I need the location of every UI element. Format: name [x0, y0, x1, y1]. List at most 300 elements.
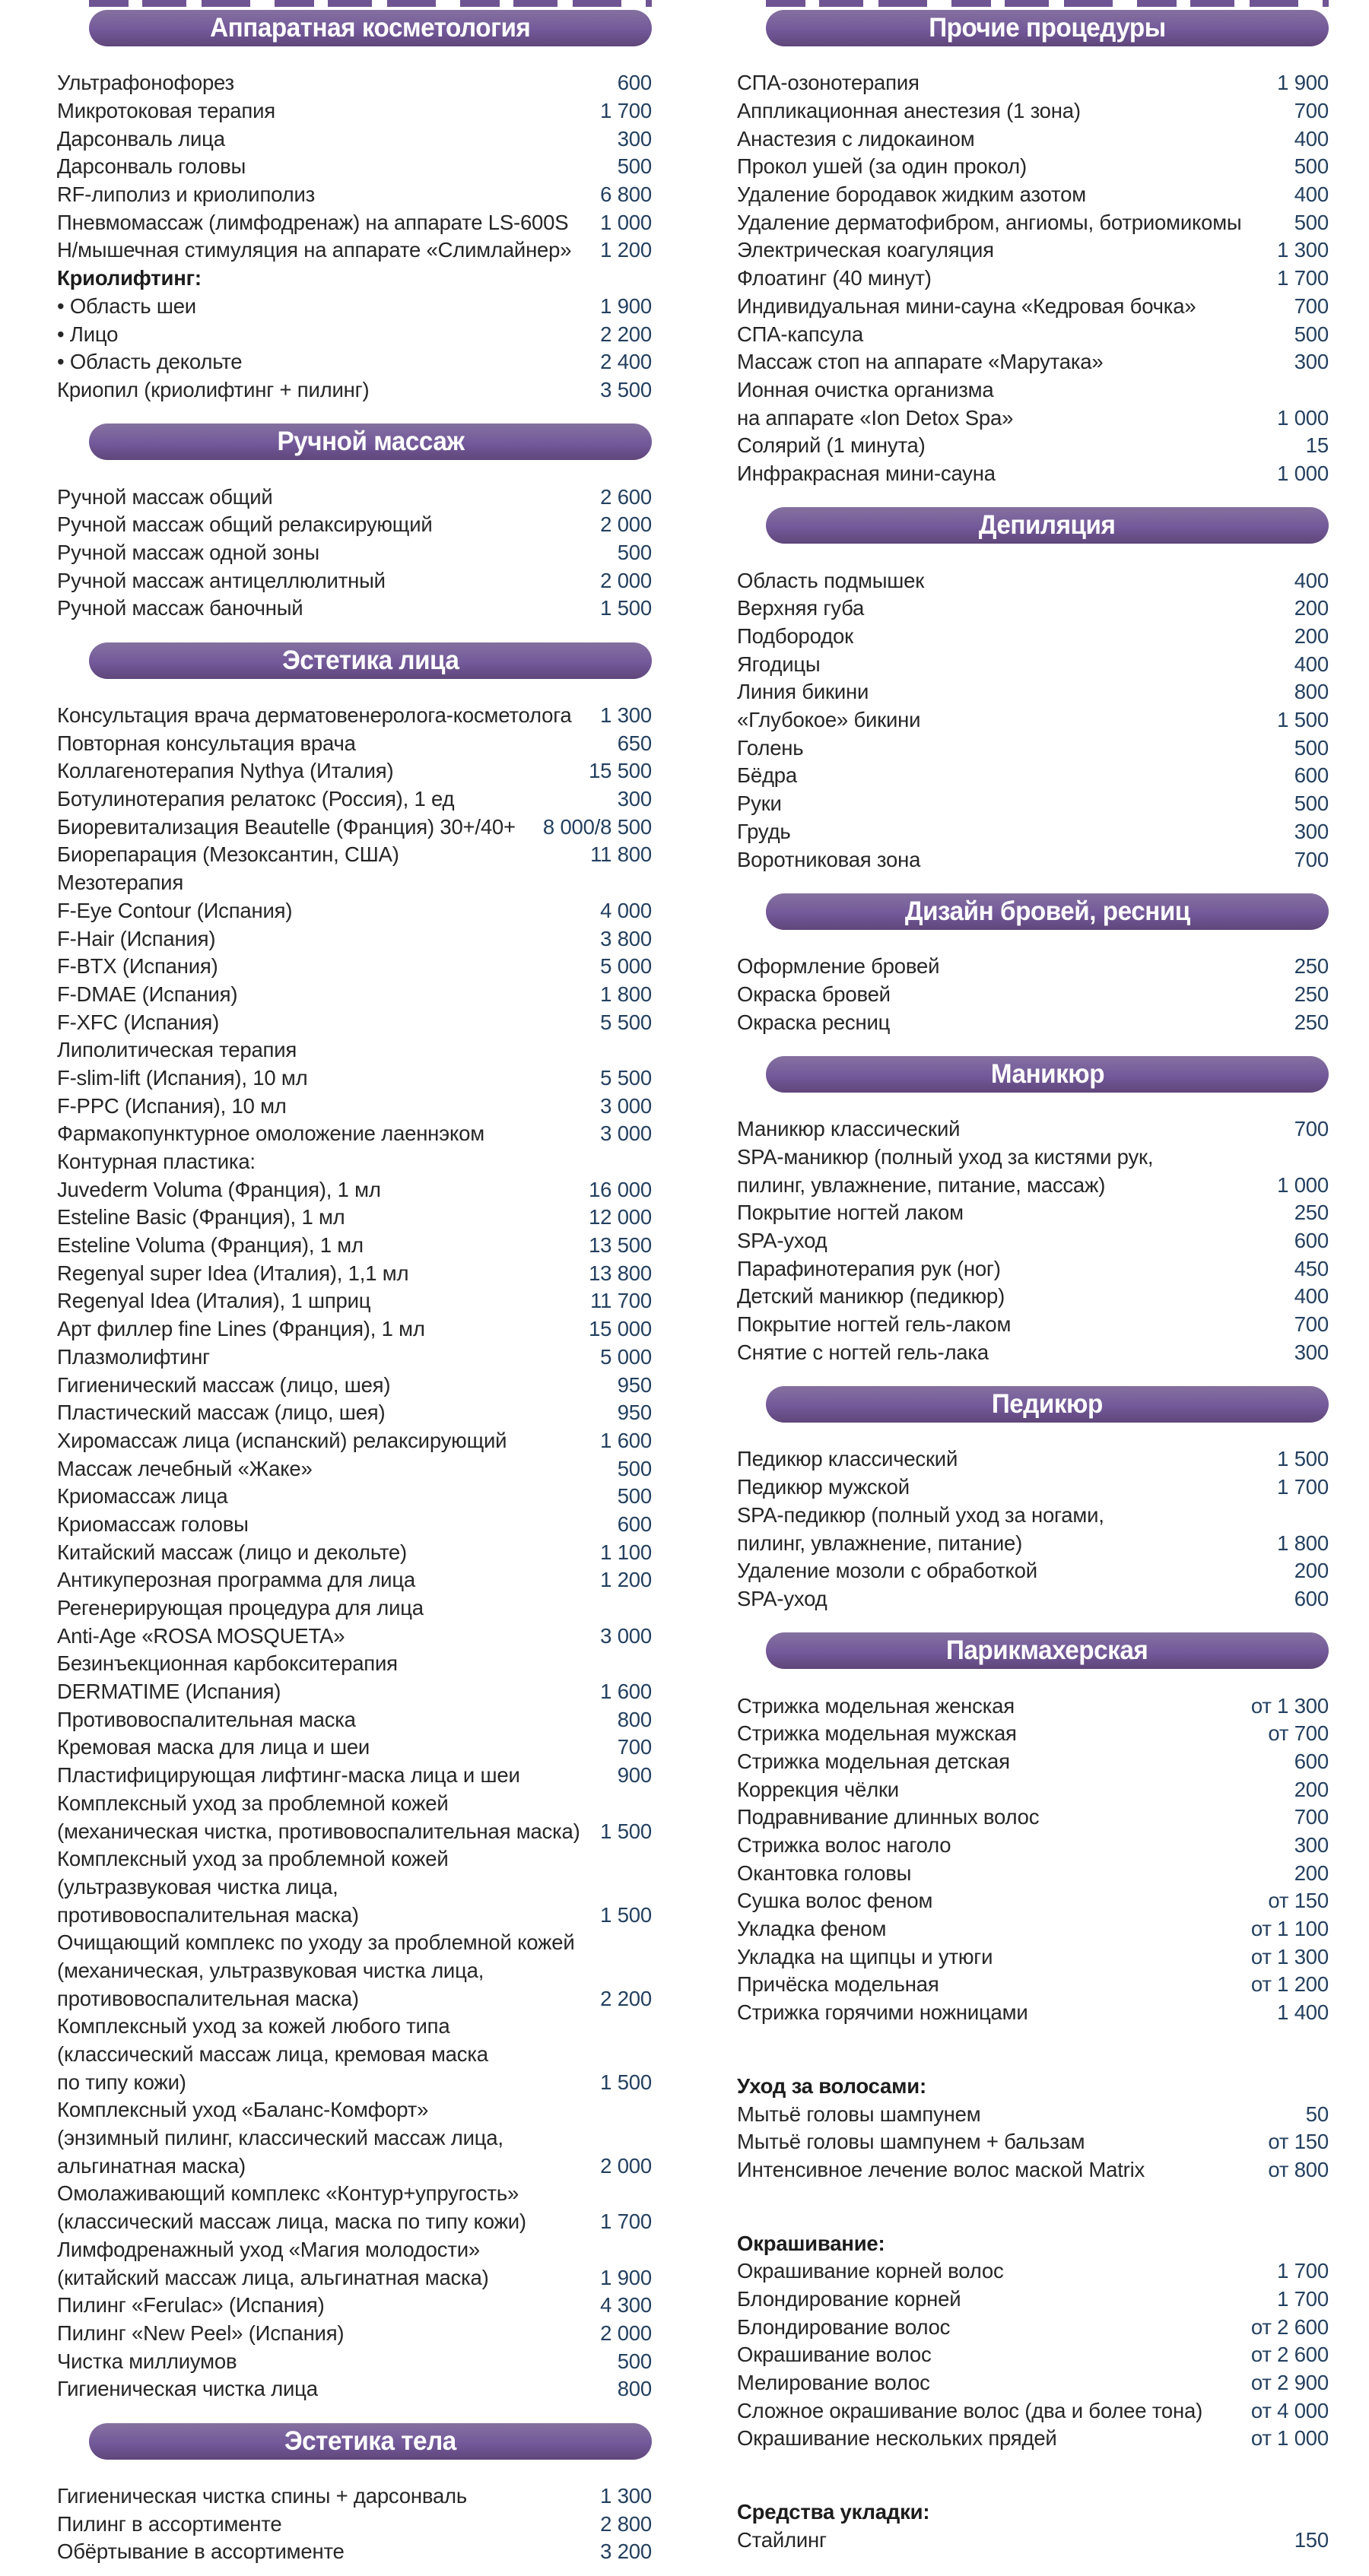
- service-price: 1 900: [600, 293, 652, 318]
- service-price: 200: [1294, 1861, 1329, 1885]
- price-row: [737, 650, 1329, 678]
- service-price: от 700: [1268, 1721, 1329, 1746]
- service-name: Парафинотерапия рук (ног): [737, 1256, 1001, 1280]
- service-price: 700: [1294, 293, 1329, 318]
- service-name: Верхняя губа: [737, 596, 865, 620]
- service-price: 600: [1294, 1229, 1329, 1253]
- service-name: F-BTX (Испания): [57, 954, 218, 979]
- section-title: Эстетика лица: [281, 645, 459, 675]
- price-section: [57, 424, 652, 622]
- service-name: (классический массаж лица, кремовая маска: [57, 2042, 488, 2067]
- service-name: Анастезия с лидокаином: [737, 126, 975, 151]
- service-name: Коррекция чёлки: [737, 1777, 899, 1801]
- service-price: 1 500: [600, 2070, 652, 2094]
- service-name: (механическая, ультразвуковая чистка лица,: [57, 1958, 484, 1982]
- price-row: [57, 1427, 652, 1455]
- service-name: Ультрафонофорез: [57, 71, 234, 95]
- price-row: [737, 2341, 1329, 2369]
- service-name: Стрижка горячими ножницами: [737, 2000, 1028, 2025]
- service-price: 1 700: [1277, 266, 1329, 290]
- service-name: Прокол ушей (за один прокол): [737, 154, 1027, 179]
- service-name: F-Hair (Испания): [57, 926, 216, 950]
- service-price: 200: [1294, 1777, 1329, 1801]
- section-title: Педикюр: [992, 1389, 1103, 1420]
- service-price: 950: [617, 1401, 652, 1425]
- service-name: (классический массаж лица, маска по типу кожи): [57, 2210, 526, 2234]
- service-price: 3 000: [600, 1121, 652, 1146]
- service-name: противовоспалительная маска): [57, 1902, 359, 1927]
- service-name: Ручной массаж баночный: [57, 596, 303, 620]
- service-name: Лимфодренажный уход «Магия молодости»: [57, 2237, 480, 2261]
- service-name: Комплексный уход за проблемной кожей: [57, 1791, 449, 1815]
- price-row: [57, 2208, 652, 2236]
- service-price: 13 500: [589, 1233, 652, 1258]
- service-price: 500: [617, 2349, 652, 2373]
- service-price: 600: [1294, 1586, 1329, 1610]
- section-rows: [737, 69, 1329, 487]
- service-price: от 1 000: [1250, 2426, 1329, 2451]
- service-name: по типу кожи): [57, 2070, 186, 2094]
- price-row: [57, 1092, 652, 1120]
- price-row: [737, 1474, 1329, 1502]
- price-row: [57, 2236, 652, 2264]
- service-price: 300: [1294, 819, 1329, 843]
- service-price: 1 700: [1277, 1475, 1329, 1499]
- service-price: 600: [1294, 763, 1329, 788]
- service-price: от 150: [1268, 2130, 1329, 2154]
- service-price: от 150: [1268, 1889, 1329, 1913]
- section-title: Эстетика тела: [284, 2425, 456, 2456]
- price-row: [57, 1036, 652, 1064]
- service-price: 700: [1294, 99, 1329, 123]
- service-price: 300: [617, 126, 652, 151]
- service-price: 3 000: [600, 1623, 652, 1648]
- section-header: [89, 2423, 652, 2460]
- service-name: Электрическая коагуляция: [737, 238, 994, 262]
- price-row: [57, 2482, 652, 2511]
- cropped-header-remnant: [766, 0, 1329, 7]
- price-row: [737, 432, 1329, 460]
- price-row: [737, 1338, 1329, 1366]
- service-name: Индивидуальная мини-сауна «Кедровая бочка»: [737, 293, 1196, 318]
- price-row: [57, 208, 652, 236]
- price-section: [737, 1632, 1329, 2554]
- service-name: Дарсонваль лица: [57, 126, 225, 151]
- service-name: Снятие с ногтей гель-лака: [737, 1340, 989, 1364]
- service-name: (механическая чистка, противовоспалительная маска): [57, 1819, 580, 1843]
- price-section: [737, 10, 1329, 487]
- service-price: 16 000: [589, 1177, 652, 1201]
- service-name: F-PPC (Испания), 10 мл: [57, 1093, 287, 1118]
- price-row: [737, 2526, 1329, 2554]
- service-name: Маникюр классический: [737, 1117, 961, 1141]
- service-name: Стайлинг: [737, 2527, 827, 2552]
- price-row: [57, 1315, 652, 1344]
- section-title: Прочие процедуры: [929, 13, 1166, 43]
- service-name: Пневмомассаж (лимфодренаж) на аппарате LS-600S: [57, 210, 569, 234]
- price-row: [737, 1008, 1329, 1036]
- service-price: 1 900: [1277, 71, 1329, 95]
- service-price: 400: [1294, 126, 1329, 151]
- service-price: 2 000: [600, 2321, 652, 2345]
- price-row: [737, 2229, 1329, 2257]
- service-price: 5 500: [600, 1010, 652, 1034]
- service-price: 1 500: [600, 1819, 652, 1843]
- price-row: [737, 623, 1329, 651]
- price-row: [57, 702, 652, 730]
- service-name: Микротоковая терапия: [57, 99, 275, 123]
- service-name: противовоспалительная маска): [57, 1986, 359, 2010]
- service-price: от 1 100: [1250, 1917, 1329, 1941]
- service-name: Область подмышек: [737, 568, 925, 592]
- service-name: Плазмолифтинг: [57, 1344, 211, 1369]
- service-price: от 1 300: [1250, 1944, 1329, 1968]
- price-row: [57, 1817, 652, 1845]
- price-row: [57, 1622, 652, 1650]
- service-price: 4 000: [600, 898, 652, 922]
- price-row: [57, 2041, 652, 2069]
- service-price: 300: [1294, 350, 1329, 374]
- price-row: [737, 97, 1329, 125]
- service-name: Блондирование корней: [737, 2286, 961, 2311]
- service-name: Подравнивание длинных волос: [737, 1805, 1040, 1829]
- service-name: Anti-Age «ROSA MOSQUETA»: [57, 1623, 345, 1648]
- section-rows: [57, 69, 652, 404]
- price-row: [57, 2152, 652, 2180]
- service-price: 1 700: [1277, 2286, 1329, 2311]
- service-name: Стрижка волос наголо: [737, 1833, 951, 1857]
- service-price: 1 800: [600, 982, 652, 1006]
- service-name: Грудь: [737, 819, 791, 843]
- price-row: [57, 1399, 652, 1427]
- service-price: от 1 200: [1250, 1972, 1329, 1997]
- price-row: [737, 566, 1329, 595]
- price-row: [737, 1775, 1329, 1804]
- price-row: [737, 2257, 1329, 2286]
- price-row: [737, 1199, 1329, 1227]
- service-price: 450: [1294, 1256, 1329, 1280]
- price-row: [737, 818, 1329, 846]
- service-price: от 800: [1268, 2157, 1329, 2181]
- service-price: 2 200: [600, 322, 652, 346]
- price-row: [737, 2397, 1329, 2425]
- service-name: Фармакопунктурное омоложение лаеннэком: [57, 1121, 484, 1146]
- price-row: [57, 153, 652, 181]
- service-price: 2 400: [600, 350, 652, 374]
- price-row: [57, 1790, 652, 1818]
- price-row: [57, 925, 652, 953]
- price-row: [57, 511, 652, 539]
- service-price: 5 000: [600, 954, 652, 979]
- price-row: [57, 1538, 652, 1566]
- price-row: [57, 1594, 652, 1623]
- price-row: [737, 1832, 1329, 1860]
- price-row: [57, 236, 652, 265]
- price-row: [737, 2100, 1329, 2128]
- service-name: Гигиеническая чистка лица: [57, 2377, 318, 2401]
- price-row: [57, 785, 652, 814]
- service-price: 250: [1294, 954, 1329, 979]
- service-name: Гигиеническая чистка спины + дарсонваль: [57, 2483, 468, 2508]
- service-name: Оформление бровей: [737, 954, 940, 979]
- price-row: [57, 1678, 652, 1706]
- price-row: [737, 2128, 1329, 2156]
- service-name: SPA-педикюр (полный уход за ногами,: [737, 1502, 1104, 1527]
- service-price: 6 800: [600, 182, 652, 207]
- service-name: Криомассаж головы: [57, 1512, 249, 1536]
- price-row: [57, 2068, 652, 2096]
- service-name: Пластический массаж (лицо, шея): [57, 1401, 386, 1425]
- price-row: [57, 1483, 652, 1511]
- service-name: Липолитическая терапия: [57, 1038, 297, 1062]
- service-name: DERMATIME (Испания): [57, 1680, 281, 1704]
- service-price: 1 500: [1277, 708, 1329, 732]
- service-name: Противовоспалительная маска: [57, 1707, 356, 1731]
- service-price: 700: [1294, 1312, 1329, 1337]
- service-name: Укладка на щипцы и утюги: [737, 1944, 993, 1968]
- service-price: от 4 000: [1250, 2398, 1329, 2422]
- service-price: 500: [617, 1484, 652, 1508]
- service-price: 1 300: [600, 703, 652, 728]
- service-name: Руки: [737, 792, 782, 816]
- section-header: [766, 1056, 1329, 1093]
- service-price: 500: [617, 1456, 652, 1480]
- service-price: 900: [617, 1763, 652, 1788]
- price-row: [737, 1529, 1329, 1557]
- section-header: [766, 893, 1329, 930]
- price-row: [737, 1283, 1329, 1311]
- price-row: [737, 1971, 1329, 1999]
- service-name: Удаление мозоли с обработкой: [737, 1559, 1037, 1583]
- service-price: 1 700: [600, 2210, 652, 2234]
- price-row: [57, 539, 652, 567]
- service-name: F-slim-lift (Испания), 10 мл: [57, 1065, 308, 1090]
- service-name: Мытьё головы шампунем: [737, 2102, 981, 2126]
- service-name: Средства укладки:: [737, 2500, 930, 2524]
- service-price: 1 000: [1277, 1172, 1329, 1197]
- section-title: Аппаратная косметология: [210, 13, 531, 43]
- service-name: Окрашивание волос: [737, 2343, 932, 2367]
- service-price: 11 700: [590, 1289, 652, 1313]
- service-name: Мытьё головы шампунем + бальзам: [737, 2130, 1085, 2154]
- service-price: 3 500: [600, 377, 652, 401]
- price-row: [737, 460, 1329, 488]
- section-title: Парикмахерская: [946, 1635, 1148, 1666]
- service-name: Дарсонваль головы: [57, 154, 246, 179]
- price-row: [57, 181, 652, 209]
- service-price: 200: [1294, 1559, 1329, 1583]
- price-row: [737, 1859, 1329, 1887]
- service-name: Ручной массаж антицеллюлитный: [57, 568, 386, 592]
- service-name: Воротниковая зона: [737, 847, 921, 871]
- section-header: [766, 1386, 1329, 1423]
- price-row: [57, 566, 652, 595]
- price-row: [57, 2375, 652, 2403]
- price-row: [57, 1984, 652, 2013]
- service-price: 1 600: [600, 1428, 652, 1452]
- service-price: 700: [1294, 1117, 1329, 1141]
- service-name: Биорепарация (Мезоксантин, США): [57, 842, 399, 867]
- price-row: [57, 1148, 652, 1176]
- price-row: [57, 293, 652, 321]
- service-price: 1 100: [600, 1540, 652, 1564]
- service-name: Линия бикини: [737, 680, 869, 704]
- service-price: 1 000: [1277, 405, 1329, 430]
- price-row: [57, 2264, 652, 2292]
- price-row: [737, 208, 1329, 236]
- price-row: [57, 97, 652, 125]
- price-section: [57, 10, 652, 404]
- service-name: Пилинг «Ferulac» (Испания): [57, 2293, 325, 2317]
- service-price: 15 000: [589, 1317, 652, 1341]
- service-name: Esteline Voluma (Франция), 1 мл: [57, 1233, 364, 1258]
- price-row: [57, 1511, 652, 1539]
- price-row: [737, 265, 1329, 293]
- price-row: [57, 2013, 652, 2041]
- price-row: [57, 813, 652, 841]
- price-row: [57, 2096, 652, 2124]
- price-row: [737, 376, 1329, 404]
- price-row: [57, 1845, 652, 1873]
- price-row: [737, 1585, 1329, 1613]
- price-row: [737, 348, 1329, 376]
- price-row: [57, 1650, 652, 1678]
- price-row: [57, 1232, 652, 1260]
- service-price: 2 600: [600, 484, 652, 509]
- service-price: от 1 300: [1250, 1693, 1329, 1718]
- price-row: [57, 265, 652, 293]
- price-row: [737, 2313, 1329, 2341]
- price-row: [57, 953, 652, 981]
- service-name: Ручной массаж одной зоны: [57, 540, 319, 564]
- section-rows: [57, 483, 652, 622]
- section-rows: [737, 1115, 1329, 1366]
- service-price: 500: [1294, 210, 1329, 234]
- price-row: [57, 2347, 652, 2375]
- service-name: Очищающий комплекс по уходу за проблемной кожей: [57, 1930, 575, 1955]
- service-price: 13 800: [589, 1261, 652, 1285]
- service-name: пилинг, увлажнение, питание): [737, 1531, 1023, 1555]
- service-price: 950: [617, 1372, 652, 1397]
- service-name: Juvederm Voluma (Франция), 1 мл: [57, 1177, 381, 1201]
- section-rows: [737, 566, 1329, 874]
- price-row: [57, 1204, 652, 1232]
- price-row: [57, 320, 652, 348]
- service-price: от 2 600: [1250, 2343, 1329, 2367]
- service-name: (энзимный пилинг, классический массаж лица,: [57, 2126, 503, 2150]
- service-price: 1 500: [600, 596, 652, 620]
- service-name: Ботулинотерапия релатокс (Россия), 1 ед: [57, 787, 455, 811]
- price-row: [57, 2180, 652, 2208]
- service-price: 300: [617, 787, 652, 811]
- service-name: Инфракрасная мини-сауна: [737, 461, 996, 485]
- service-price: 800: [617, 1707, 652, 1731]
- section-header: [766, 1632, 1329, 1669]
- service-price: 250: [1294, 1201, 1329, 1225]
- service-price: 600: [617, 71, 652, 95]
- price-row: [57, 1566, 652, 1594]
- service-name: Флоатинг (40 минут): [737, 266, 932, 290]
- price-row: [57, 1064, 652, 1093]
- service-name: (ультразвуковая чистка лица,: [57, 1874, 338, 1899]
- section-title: Депиляция: [979, 510, 1116, 541]
- service-price: 1 000: [600, 210, 652, 234]
- service-name: Ручной массаж общий: [57, 484, 273, 509]
- service-price: 800: [617, 2377, 652, 2401]
- price-row: [57, 1734, 652, 1762]
- price-row: [57, 1008, 652, 1036]
- price-row: [737, 981, 1329, 1009]
- service-name: Ионная очистка организма: [737, 377, 994, 401]
- price-row: [57, 1287, 652, 1315]
- service-price: 150: [1294, 2527, 1329, 2552]
- price-row: [737, 2286, 1329, 2314]
- service-name: Аппликационная анестезия (1 зона): [737, 99, 1081, 123]
- service-name: Арт филлер fine Lines (Франция), 1 мл: [57, 1317, 425, 1341]
- service-name: Массаж лечебный «Жаке»: [57, 1456, 313, 1480]
- service-price: 300: [1294, 1833, 1329, 1857]
- service-name: Ручной массаж общий релаксирующий: [57, 512, 433, 537]
- service-name: • Область шеи: [57, 293, 196, 318]
- price-row: [57, 1929, 652, 1957]
- price-row: [57, 1455, 652, 1483]
- service-price: 1 300: [600, 2483, 652, 2508]
- section-header: [766, 507, 1329, 544]
- service-name: Окрашивание нескольких прядей: [737, 2426, 1057, 2451]
- service-name: альгинатная маска): [57, 2153, 246, 2178]
- service-price: 1 900: [600, 2265, 652, 2289]
- service-price: 500: [617, 154, 652, 179]
- service-name: Бёдра: [737, 763, 797, 788]
- service-name: F-DMAE (Испания): [57, 982, 238, 1006]
- service-price: 500: [617, 540, 652, 564]
- section-rows: [737, 1445, 1329, 1613]
- section-rows: [57, 702, 652, 2403]
- service-name: Детский маникюр (педикюр): [737, 1284, 1005, 1309]
- service-name: Стрижка модельная детская: [737, 1749, 1010, 1773]
- price-row: [737, 153, 1329, 181]
- service-price: 600: [1294, 1749, 1329, 1773]
- price-row: [737, 125, 1329, 153]
- service-price: 1 700: [600, 99, 652, 123]
- price-row: [737, 1445, 1329, 1474]
- section-header: [766, 10, 1329, 46]
- section-rows: [737, 1692, 1329, 2554]
- price-row: [57, 869, 652, 897]
- service-name: Покрытие ногтей лаком: [737, 1201, 964, 1225]
- service-name: Стрижка модельная мужская: [737, 1721, 1017, 1746]
- price-row: [737, 1144, 1329, 1172]
- price-row: [737, 69, 1329, 97]
- service-name: Голень: [737, 735, 804, 760]
- service-name: Коллагенотерапия Nythya (Италия): [57, 759, 394, 783]
- service-name: Китайский массаж (лицо и декольте): [57, 1540, 407, 1564]
- service-price: 250: [1294, 982, 1329, 1006]
- service-price: 11 800: [590, 842, 652, 867]
- service-name: СПА-озонотерапия: [737, 71, 920, 95]
- service-name: RF-липолиз и криолиполиз: [57, 182, 316, 207]
- service-price: 15: [1305, 433, 1329, 458]
- price-row: [57, 1175, 652, 1204]
- service-price: 500: [1294, 322, 1329, 346]
- service-name: Окантовка головы: [737, 1861, 912, 1885]
- service-price: 1 200: [600, 238, 652, 262]
- price-row: [57, 729, 652, 757]
- price-row: [737, 845, 1329, 874]
- price-row: [737, 678, 1329, 706]
- price-row: [57, 2292, 652, 2320]
- service-name: Regenyal Idea (Италия), 1 шприц: [57, 1289, 371, 1313]
